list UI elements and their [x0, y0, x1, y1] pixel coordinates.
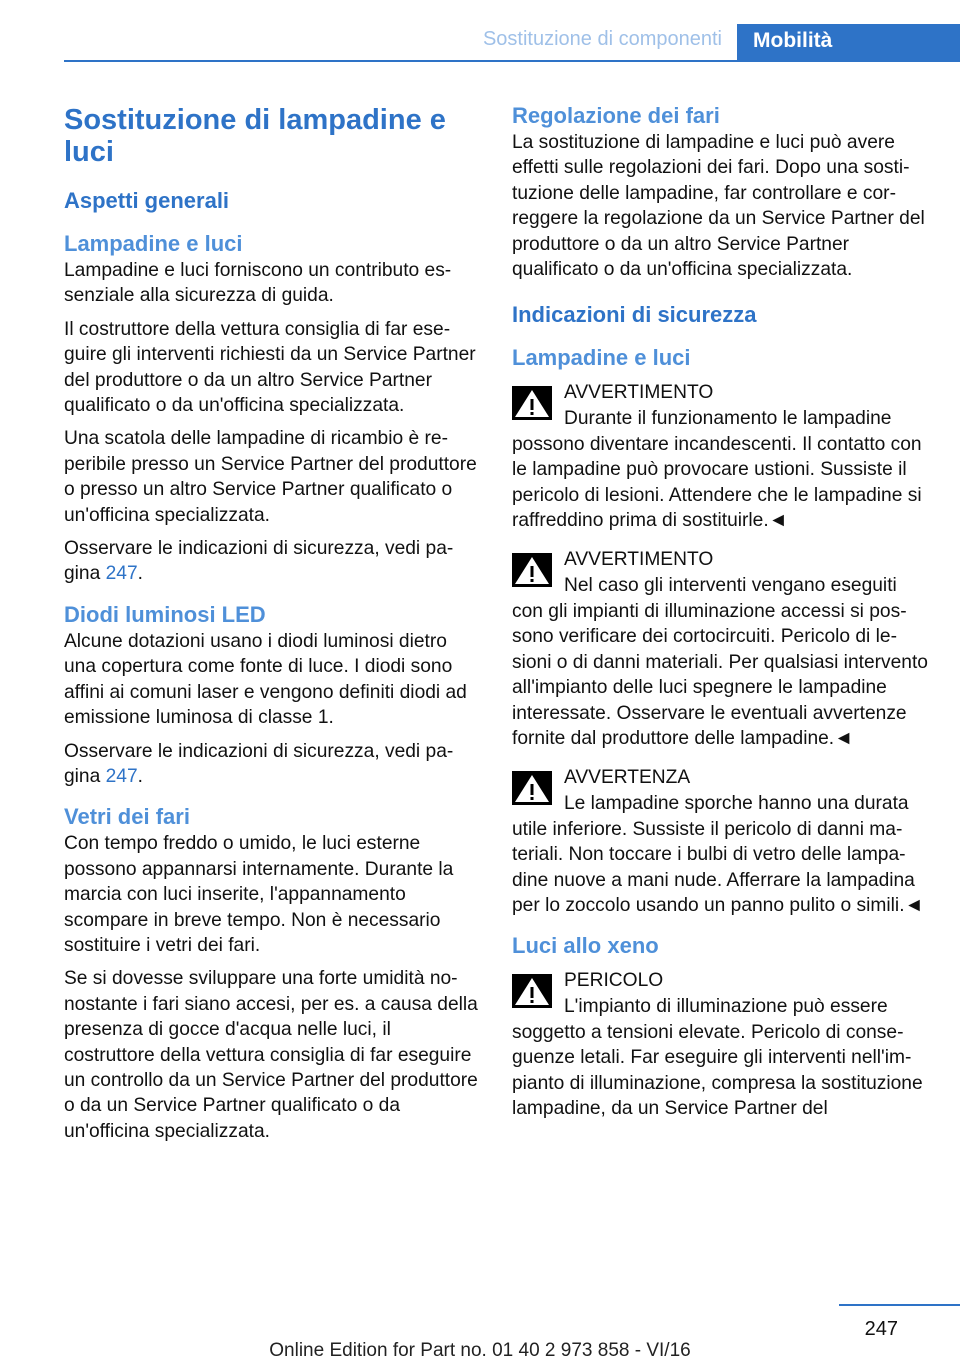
heading-general: Aspetti generali — [64, 188, 230, 213]
header-divider — [64, 60, 737, 62]
warning-text-rest: possono diventare incandescenti. Il contatto con le lampadine può provocare ustioni. Sussiste il pericolo di lesioni. Attendere che le lampadine si raffreddino prima di sostituirle.◄ — [512, 433, 922, 532]
warning-triangle-icon — [512, 553, 552, 587]
heading-bulbs: Lampadine e luci — [64, 231, 243, 256]
heading-safety: Indicazioni di sicurezza — [512, 302, 757, 328]
warning-text-first-line: L'impianto di illuminazione può essere — [564, 996, 888, 1018]
warning-title: AVVERTENZA — [564, 767, 691, 789]
paragraph: Il costruttore della vettura consiglia di far eseguire gli interventi richiesti da un Service Partner del produttore o da un altro Service Partner qualificato o da un'officina specializzata. — [64, 318, 476, 417]
warning-title: AVVERTIMENTO — [564, 549, 714, 571]
danger-block — [512, 968, 930, 1121]
right-column — [512, 98, 930, 1135]
page-reference-link[interactable]: 247 — [105, 563, 138, 585]
heading-headlight-adjustment: Regolazione dei fari — [512, 103, 720, 128]
warning-text-first-line: Nel caso gli interventi vengano eseguiti — [564, 575, 897, 597]
warning-triangle-icon — [512, 771, 552, 805]
warning-text-first-line: Durante il funzionamento le lampadine — [564, 408, 892, 430]
warning-text-rest: soggetto a tensioni elevate. Pericolo di conseguenze letali. Far eseguire gli interventi nell'impianto di illuminazione, compresa la sostituzione lampadine, da un Service Partner del — [512, 1021, 923, 1119]
paragraph: Una scatola delle lampadine di ricambio è reperibile presso un Service Partner del produttore o presso un altro Service Partner qualificato o un'officina specializzata. — [64, 428, 477, 526]
paragraph: Con tempo freddo o umido, le luci esterne possono appannarsi internamente. Durante la marcia con luci inserite, l'appannamento scompare in breve tempo. Non è necessario sostituire i vetri dei fari. — [64, 833, 454, 956]
page-header — [0, 0, 960, 62]
paragraph: Se si dovesse sviluppare una forte umidità nonostante i fari siano accesi, per es. a causa della presenza di gocce d'acqua nelle luci, il costruttore della vettura consiglia di far eseguire un controllo da un Service Partner del produttore o da un Service Partner qualificato o da un'officina specializzata. — [64, 968, 478, 1142]
warning-triangle-icon — [512, 974, 552, 1008]
warning-text — [512, 406, 930, 533]
warning-text-first-line: Le lampadine sporche hanno una durata — [564, 793, 909, 815]
paragraph — [64, 536, 482, 587]
warning-title: PERICOLO — [564, 970, 664, 992]
warning-triangle-icon — [512, 386, 552, 420]
heading-xenon: Luci allo xeno — [512, 933, 659, 959]
page-number: 247 — [864, 1318, 898, 1340]
warning-text — [512, 573, 930, 751]
paragraph-text: Osservare le indicazioni di sicurezza, vedi pagina — [64, 538, 454, 585]
page-footer — [0, 1300, 960, 1362]
paragraph: Lampadine e luci forniscono un contributo essenziale alla sicurezza di guida. — [64, 260, 452, 307]
header-section-title: Sostituzione di componenti — [482, 28, 722, 50]
heading-bulbs: Lampadine e luci — [512, 345, 691, 371]
caution-block — [512, 765, 930, 918]
warning-text — [512, 994, 930, 1121]
warning-text-rest: con gli impianti di illuminazione accessi si possono verificare dei cortocircuiti. Pericolo di lesioni o di danni materiali. Per qualsiasi intervento all'impianto delle luci spegnere le lampadine interessate. Osservare le eventuali avvertenze fornite dal produttore delle lampadine.◄ — [512, 600, 928, 749]
heading-headlight-glass: Vetri dei fari — [64, 804, 190, 830]
edition-note: Online Edition for Part no. 01 40 2 973 858 - VI/16 — [269, 1340, 691, 1361]
warning-text-rest: utile inferiore. Sussiste il pericolo di danni materiali. Non toccare i bulbi di vetro delle lampadine nuove a mani nude. Afferrare la lampadina per lo zoccolo usando un panno pulito o simili.◄ — [512, 818, 924, 916]
paragraph-text: Osservare le indicazioni di sicurezza, vedi pagina — [64, 740, 454, 787]
paragraph: Alcune dotazioni usano i diodi luminosi dietro una copertura come fonte di luce. I diodi sono affini ai comuni laser e vengono definiti diodi ad emissione luminosa di classe 1. — [64, 630, 467, 729]
page-title: Sostituzione di lampadine e luci — [64, 104, 446, 168]
warning-block — [512, 547, 930, 751]
header-chapter-label: Mobilità — [753, 29, 833, 52]
paragraph-text: . — [137, 765, 143, 787]
warning-text — [512, 791, 930, 918]
left-column — [64, 98, 482, 1152]
header-chapter-tab — [737, 24, 960, 62]
warning-title: AVVERTIMENTO — [564, 382, 714, 404]
paragraph — [64, 739, 482, 790]
page-reference-link[interactable]: 247 — [105, 765, 138, 787]
paragraph-text: . — [137, 563, 143, 585]
warning-block — [512, 380, 930, 533]
footer-divider — [839, 1304, 960, 1306]
paragraph: La sostituzione di lampadine e luci può avere effetti sulle regolazioni dei fari. Dopo una sostituzione delle lampadine, far controllare e correggere la regolazione da un Service Partner del produttore o da un altro Service Partner qualificato o da un'officina specializzata. — [512, 132, 925, 281]
heading-led: Diodi luminosi LED — [64, 601, 266, 627]
